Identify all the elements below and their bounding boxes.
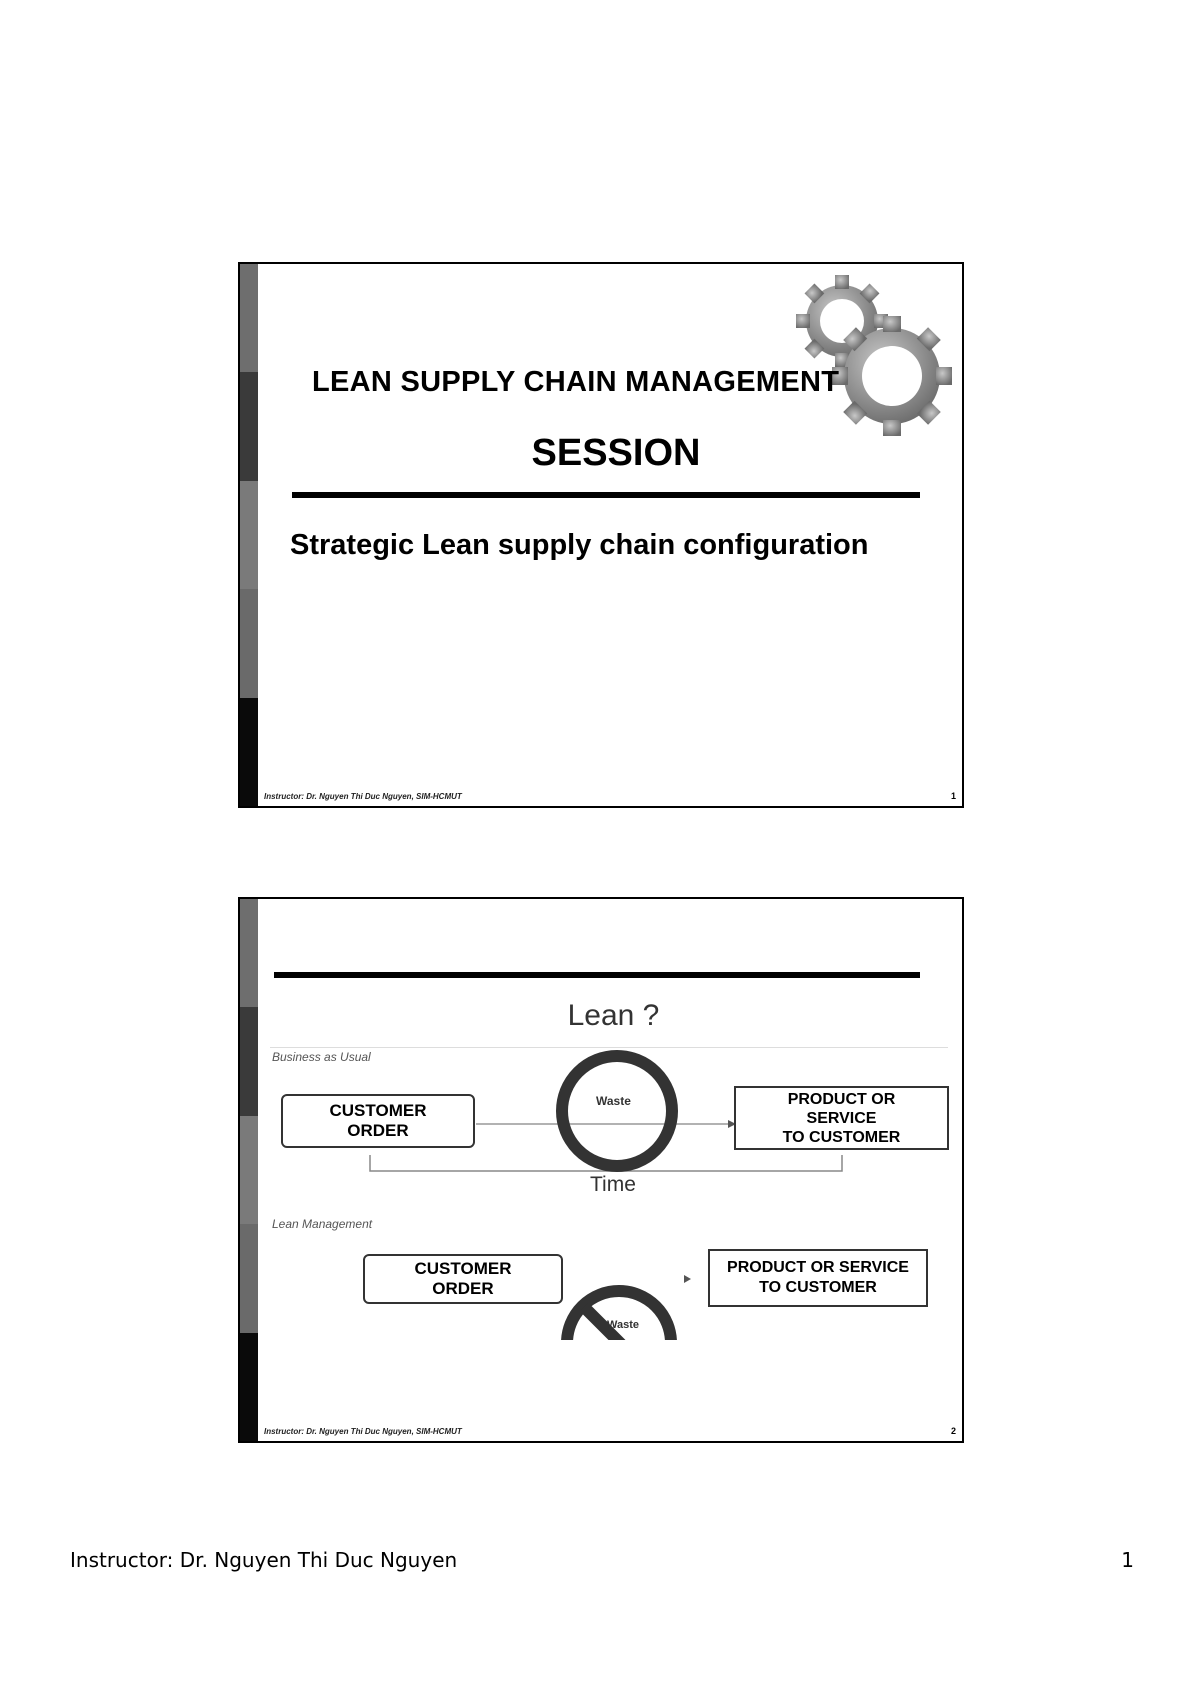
flow-connectors — [240, 899, 964, 1443]
gears-icon — [780, 266, 960, 446]
slide-footer-note: Instructor: Dr. Nguyen Thi Duc Nguyen, SIM-HCMUT — [264, 1427, 462, 1436]
slide-title: LEAN SUPPLY CHAIN MANAGEMENT — [312, 366, 840, 398]
slide-heading: SESSION — [531, 432, 701, 474]
product-service-box: PRODUCT OR SERVICE TO CUSTOMER — [734, 1086, 949, 1150]
slide-sidebar — [240, 264, 258, 806]
slide-1 — [238, 262, 964, 808]
slide-number: 2 — [950, 1426, 956, 1436]
customer-order-box: CUSTOMER ORDER — [281, 1094, 475, 1148]
section-label: Lean Management — [272, 1217, 373, 1231]
no-waste-icon — [556, 1279, 682, 1347]
slide-2 — [238, 897, 964, 1443]
slide-footer-note: Instructor: Dr. Nguyen Thi Duc Nguyen, SIM-HCMUT — [264, 792, 462, 801]
slide-subtitle: Strategic Lean supply chain configuration — [290, 529, 869, 561]
title-divider — [292, 492, 920, 498]
slide-title: Lean ? — [567, 999, 660, 1032]
slide-number: 1 — [950, 791, 956, 801]
time-label: Time — [590, 1173, 636, 1196]
customer-order-box: CUSTOMER ORDER — [363, 1254, 563, 1304]
section-label: Business as Usual — [272, 1050, 371, 1064]
page-number: 1 — [1121, 1548, 1134, 1572]
page-footer-instructor: Instructor: Dr. Nguyen Thi Duc Nguyen — [70, 1548, 458, 1572]
waste-label: Waste — [607, 1319, 639, 1331]
waste-label: Waste — [596, 1094, 631, 1108]
product-service-box: PRODUCT OR SERVICE TO CUSTOMER — [708, 1249, 928, 1307]
